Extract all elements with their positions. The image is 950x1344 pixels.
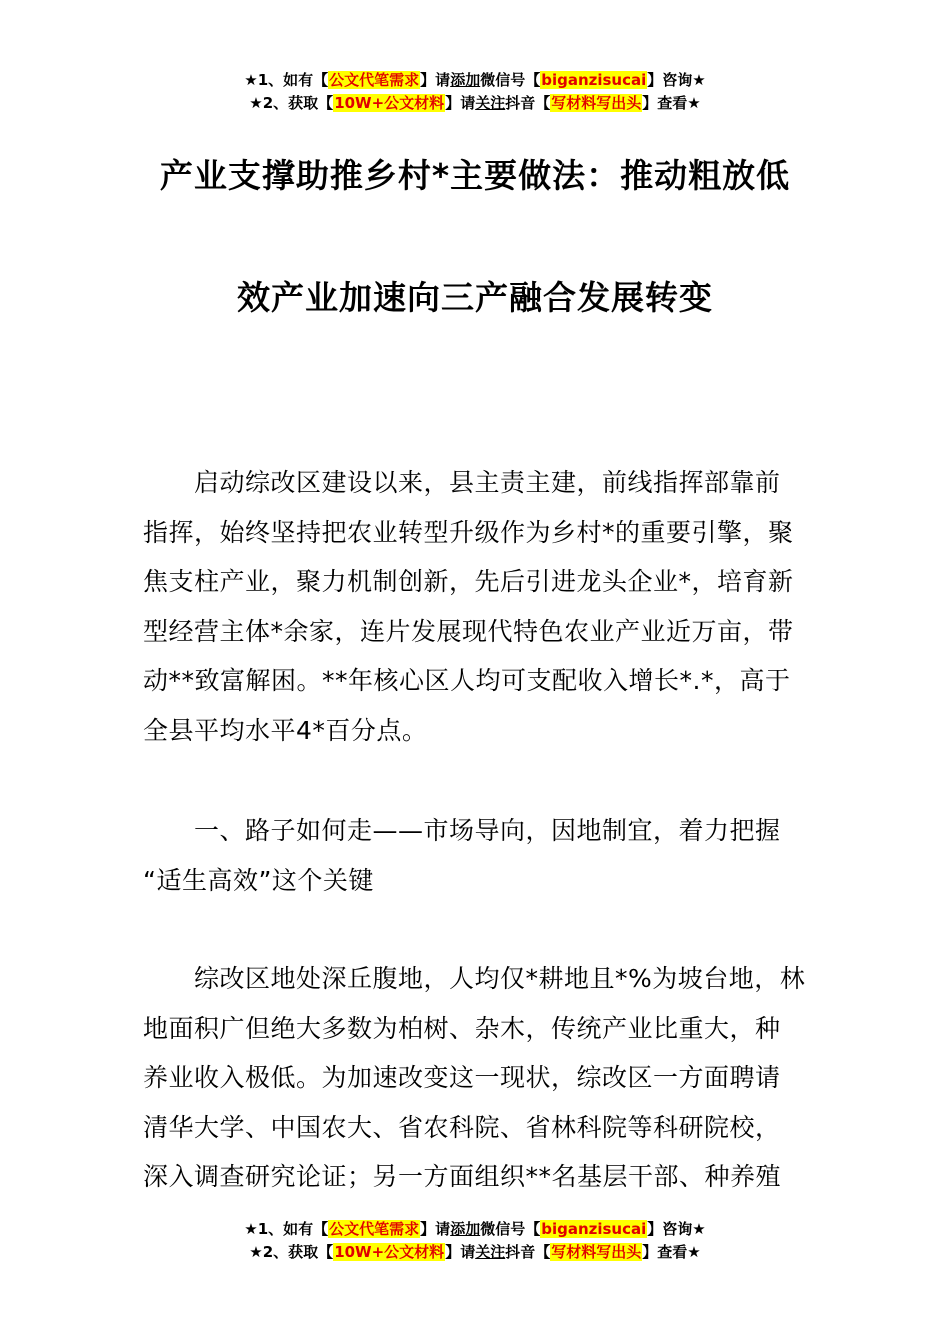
banner-text: 微信号【 <box>480 71 541 89</box>
paragraph-line: 型经营主体*余家，连片发展现代特色农业产业近万亩，带 <box>143 616 794 646</box>
banner-text: 】请 <box>420 71 451 89</box>
banner-line-2 <box>0 92 950 115</box>
banner-underline: 关注 <box>475 94 506 112</box>
banner-text: ★1、如有【 <box>244 1220 329 1238</box>
paragraph-intro <box>143 458 808 756</box>
footer-banner <box>0 1218 950 1264</box>
banner-text: ★1、如有【 <box>244 71 329 89</box>
banner-underline: 添加 <box>450 1220 481 1238</box>
banner-text: ★2、获取【 <box>249 94 334 112</box>
banner-text: 微信号【 <box>480 1220 541 1238</box>
paragraph-line: 启动综改区建设以来，县主责主建，前线指挥部靠前 <box>194 468 781 497</box>
banner-text: 】请 <box>445 94 476 112</box>
banner-text: 】查看★ <box>642 1243 701 1261</box>
paragraph-section-1 <box>143 954 808 1202</box>
banner-text: 】请 <box>445 1243 476 1261</box>
banner-text: 】查看★ <box>642 94 701 112</box>
heading-line: 一、路子如何走——市场导向，因地制宜，着力把握 <box>194 816 781 845</box>
paragraph-line: 动**致富解困。**年核心区人均可支配收入增长*.*，高于 <box>143 666 791 696</box>
banner-text: ★2、获取【 <box>249 1243 334 1261</box>
banner-text: 】请 <box>420 1220 451 1238</box>
banner-highlight: 写材料写出头 <box>551 1243 642 1261</box>
banner-highlight: 公文代笔需求 <box>329 71 420 89</box>
paragraph-line: 指挥，始终坚持把农业转型升级作为乡村*的重要引擎，聚 <box>143 517 794 547</box>
banner-underline: 添加 <box>450 71 481 89</box>
paragraph-line: 地面积广但绝大多数为柏树、杂木，传统产业比重大，种 <box>143 1013 781 1043</box>
banner-line-1 <box>0 69 950 92</box>
banner-text: 抖音【 <box>505 1243 551 1261</box>
banner-line-2 <box>0 1241 950 1264</box>
banner-text: 】咨询★ <box>647 71 706 89</box>
paragraph-line: 综改区地处深丘腹地，人均仅*耕地且*%为坡台地，林 <box>194 964 806 993</box>
heading-line: “适生高效”这个关键 <box>143 865 374 895</box>
banner-highlight: 10W+公文材料 <box>334 1243 445 1261</box>
paragraph-line: 深入调查研究论证；另一方面组织**名基层干部、种养殖 <box>143 1162 782 1192</box>
header-banner <box>0 69 950 115</box>
paragraph-line: 养业收入极低。为加速改变这一现状，综改区一方面聘请 <box>143 1063 781 1093</box>
document-title-line-2: 效产业加速向三产融合发展转变 <box>237 278 713 317</box>
banner-highlight: 写材料写出头 <box>551 94 642 112</box>
section-heading-1 <box>143 806 808 905</box>
banner-highlight: 10W+公文材料 <box>334 94 445 112</box>
banner-text: 抖音【 <box>505 94 551 112</box>
banner-highlight: biganzisucai <box>541 71 647 89</box>
banner-text: 】咨询★ <box>647 1220 706 1238</box>
banner-line-1 <box>0 1218 950 1241</box>
document-title-line-1: 产业支撑助推乡村*主要做法：推动粗放低 <box>159 156 791 195</box>
paragraph-line: 焦支柱产业，聚力机制创新，先后引进龙头企业*，培育新 <box>143 567 794 597</box>
paragraph-line: 全县平均水平4*百分点。 <box>143 715 428 745</box>
banner-highlight: biganzisucai <box>541 1220 647 1238</box>
banner-highlight: 公文代笔需求 <box>329 1220 420 1238</box>
paragraph-line: 清华大学、中国农大、省农科院、省林科院等科研院校， <box>143 1112 781 1142</box>
banner-underline: 关注 <box>475 1243 506 1261</box>
